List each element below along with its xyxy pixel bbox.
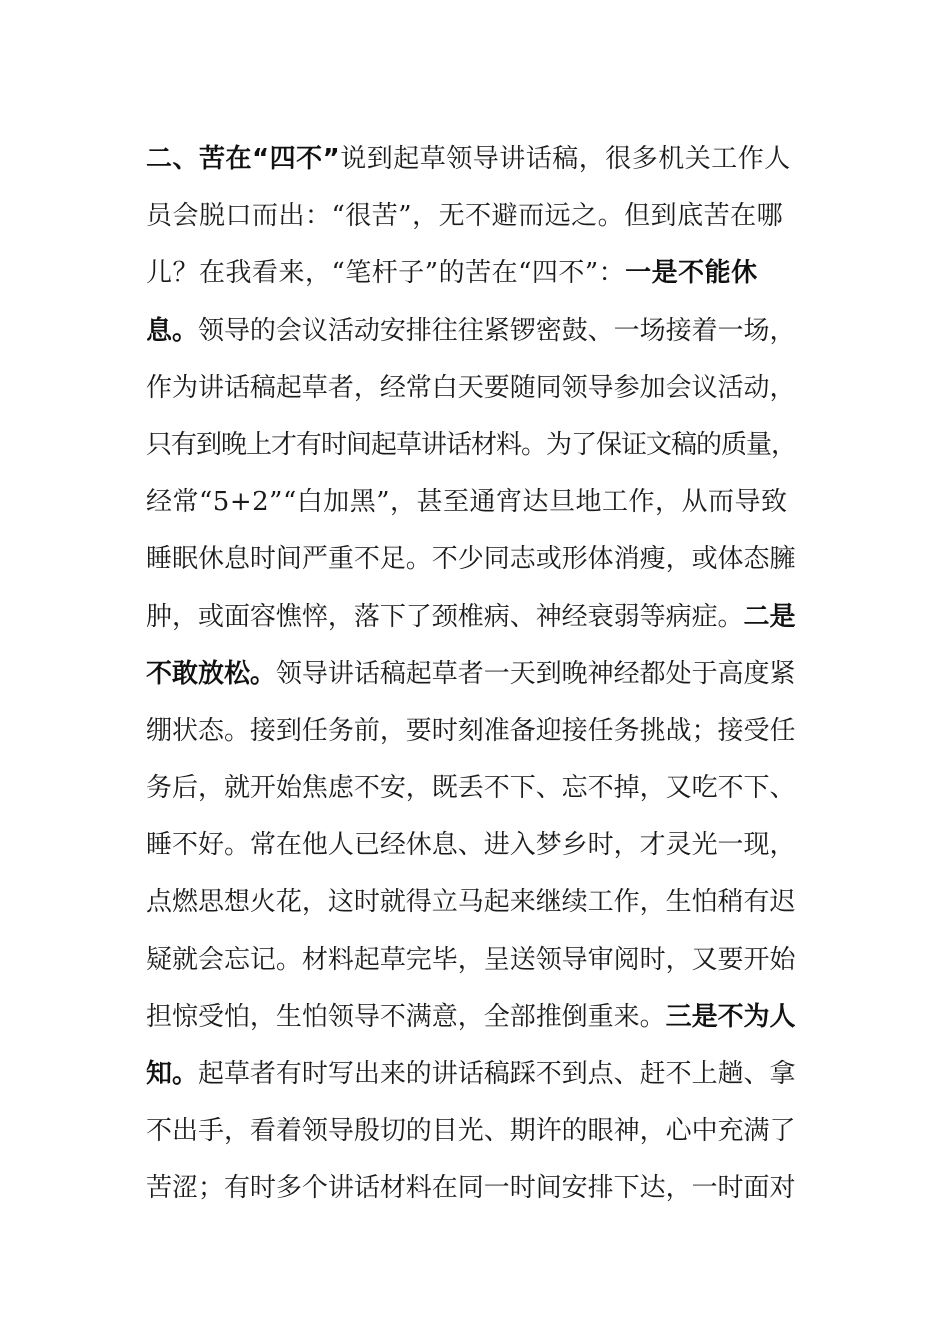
text-run: 不出手，看着领导殷切的目光、期许的眼神，心中充满了 (146, 1116, 796, 1147)
text-line (146, 646, 796, 703)
text-line (146, 1160, 796, 1217)
text-line (146, 1103, 796, 1160)
bold-heading-run: 知。 (146, 1059, 198, 1089)
text-run: 苦涩；有时多个讲话材料在同一时间安排下达，一时面对 (146, 1173, 796, 1204)
text-run: 员会脱口而出：“很苦”，无不避而远之。但到底苦在哪 (146, 201, 784, 232)
text-line (146, 474, 796, 531)
text-line (146, 932, 796, 989)
text-line (146, 188, 796, 245)
text-run: 肿，或面容憔悴，落下了颈椎病、神经衰弱等病症。 (146, 601, 744, 632)
bold-heading-run: 二是 (743, 601, 796, 632)
text-line (146, 817, 796, 874)
text-line (146, 360, 796, 417)
text-line (146, 760, 796, 817)
text-run: 疑就会忘记。材料起草完毕，呈送领导审阅时，又要开始 (146, 944, 796, 975)
text-run: 经常“5+2”“白加黑”，甚至通宵达旦地工作，从而导致 (146, 487, 788, 518)
text-run: 担惊受怕，生怕领导不满意，全部推倒重来。 (146, 1001, 666, 1032)
text-line (146, 245, 796, 302)
text-line (146, 303, 796, 360)
text-run: 只有到晚上才有时间起草讲话材料。为了保证文稿的质量， (146, 429, 797, 460)
text-line (146, 703, 796, 760)
body-paragraph (146, 131, 796, 1218)
bold-heading-run: 二、苦在“四不” (146, 144, 341, 174)
text-run: 作为讲话稿起草者，经常白天要随同领导参加会议活动， (146, 372, 796, 403)
text-line (146, 131, 796, 188)
text-run: 睡不好。常在他人已经休息、进入梦乡时，才灵光一现， (146, 830, 796, 861)
text-line (146, 989, 796, 1046)
text-run: 务后，就开始焦虑不安，既丢不下、忘不掉，又吃不下、 (146, 773, 796, 804)
bold-heading-run: 三是不为人 (665, 1001, 796, 1032)
text-line (146, 417, 796, 474)
text-run: 起草者有时写出来的讲话稿踩不到点、赶不上趟、拿 (197, 1059, 796, 1089)
text-run: 绷状态。接到任务前，要时刻准备迎接任务挑战；接受任 (146, 715, 796, 746)
bold-heading-run: 不敢放松。 (146, 658, 276, 689)
text-run: 睡眠休息时间严重不足。不少同志或形体消瘦，或体态臃 (146, 544, 796, 575)
bold-heading-run: 息。 (146, 315, 198, 346)
text-line (146, 531, 796, 588)
text-run: 领导讲话稿起草者一天到晚神经都处于高度紧 (275, 658, 796, 689)
text-run: 说到起草领导讲话稿，很多机关工作人 (340, 144, 791, 174)
text-run: 儿？在我看来，“笔杆子”的苦在“四不”： (146, 258, 626, 289)
bold-heading-run: 一是不能休 (625, 258, 758, 289)
text-line (146, 589, 796, 646)
text-run: 领导的会议活动安排往往紧锣密鼓、一场接着一场， (197, 315, 796, 346)
text-run: 点燃思想火花，这时就得立马起来继续工作，生怕稍有迟 (146, 887, 796, 918)
text-line (146, 874, 796, 931)
text-line (146, 1046, 796, 1103)
